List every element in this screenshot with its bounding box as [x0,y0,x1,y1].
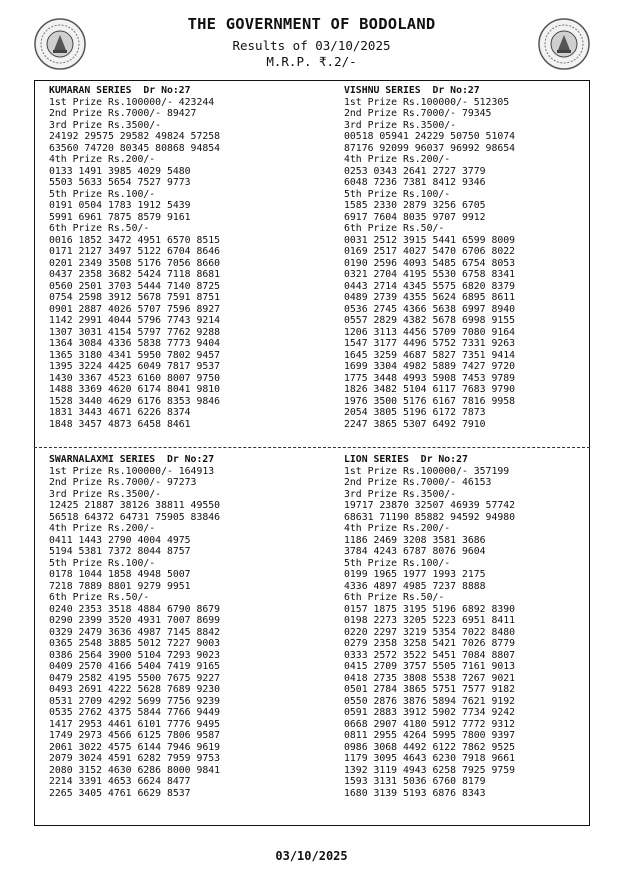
sixth-prize-row: 1488 3369 4620 6174 8041 9810 [49,384,221,395]
fourth-prize-row: 1186 2469 3208 3581 3686 [344,534,486,546]
sixth-prize-row: 1848 3457 4873 6458 8461 [49,418,191,430]
sixth-prize-row: 0321 2704 4195 5530 6758 8341 [344,269,516,280]
first-prize: 1st Prize Rs.100000/- 164913 [49,465,215,477]
sixth-prize-row: 0171 2127 3497 5122 6704 8646 [49,246,221,257]
series-title: SWARNALAXMI SERIES Dr No:27 [49,454,215,465]
sixth-prize-row: 1593 3131 5036 6760 8179 [344,776,486,787]
second-prize: 2nd Prize Rs.7000/- 46153 [344,477,492,488]
third-prize-row: 00518 05941 24229 50750 51074 [344,131,516,142]
sixth-prize-row: 1365 3180 4341 5950 7802 9457 [49,349,221,361]
page-title: THE GOVERNMENT OF BODOLAND [187,15,436,33]
series-title: LION SERIES Dr No:27 [344,454,468,465]
first-prize: 1st Prize Rs.100000/- 512305 [344,96,510,108]
fourth-prize-row: 6048 7236 7381 8412 9346 [344,177,486,188]
sixth-prize-row: 1142 2991 4044 5796 7743 9214 [49,315,221,326]
fifth-prize-row: 0199 1965 1977 1993 2175 [344,569,486,580]
third-prize-row: 63560 74720 80345 80868 94854 [49,142,221,154]
sixth-prize-row: 1645 3259 4687 5827 7351 9414 [344,349,516,361]
third-prize-label: 3rd Prize Rs.3500/- [49,488,162,500]
fifth-prize-row: 1585 2330 2879 3256 6705 [344,200,486,211]
sixth-prize-row: 0535 2762 4375 5844 7766 9449 [49,707,221,718]
government-emblem-icon [537,17,591,71]
fourth-prize-label: 4th Prize Rs.200/- [344,523,451,534]
fifth-prize-row: 0178 1044 1858 4948 5007 [49,569,191,580]
fifth-prize-label: 5th Prize Rs.100/- [344,557,451,569]
sixth-prize-row: 0901 2887 4026 5707 7596 8927 [49,303,221,315]
sixth-prize-row: 0531 2709 4292 5699 7756 9239 [49,695,221,707]
sixth-prize-row: 0169 2517 4027 5470 6706 8022 [344,246,516,257]
sixth-prize-row: 1430 3367 4523 6160 8007 9750 [49,372,221,384]
fifth-prize-row: 5991 6961 7875 8579 9161 [49,211,191,223]
second-prize: 2nd Prize Rs.7000/- 97273 [49,477,197,488]
fifth-prize-row: 6917 7604 8035 9707 9912 [344,211,486,223]
sixth-prize-row: 0418 2735 3808 5538 7267 9021 [344,672,516,684]
sixth-prize-row: 0386 2564 3900 5104 7293 9023 [49,649,221,661]
fourth-prize-row: 0253 0343 2641 2727 3779 [344,165,486,177]
sixth-prize-row: 1547 3177 4496 5752 7331 9263 [344,338,516,349]
series-block-lion [344,454,515,799]
section-divider [34,447,590,448]
series-block-swarnalaxmi [49,454,220,799]
third-prize-row: 56518 64372 64731 75905 83846 [49,511,221,523]
fourth-prize-row: 0133 1491 3985 4029 5480 [49,165,191,177]
sixth-prize-row: 1395 3224 4425 6049 7817 9537 [49,361,221,372]
third-prize-row: 19717 23870 32507 46939 57742 [344,500,516,511]
sixth-prize-row: 1699 3304 4982 5889 7427 9720 [344,361,516,372]
sixth-prize-row: 1831 3443 4671 6226 8374 [49,407,191,418]
sixth-prize-row: 0290 2399 3520 4931 7007 8699 [49,615,221,626]
sixth-prize-row: 0591 2883 3912 5902 7734 9242 [344,707,516,718]
third-prize-label: 3rd Prize Rs.3500/- [49,119,162,131]
second-prize: 2nd Prize Rs.7000/- 79345 [344,108,492,119]
sixth-prize-row: 1826 3482 5104 6117 7683 9790 [344,384,516,395]
sixth-prize-row: 0754 2598 3912 5678 7591 8751 [49,292,221,303]
third-prize-row: 24192 29575 29582 49824 57258 [49,131,221,142]
fourth-prize-label: 4th Prize Rs.200/- [49,154,156,165]
sixth-prize-row: 0365 2548 3885 5012 7227 9003 [49,638,221,649]
fourth-prize-row: 0411 1443 2790 4004 4975 [49,534,191,546]
mrp-price: M.R.P. ₹.2/- [266,54,357,69]
sixth-prize-row: 1392 3119 4943 6258 7925 9759 [344,764,516,776]
fourth-prize-row: 3784 4243 6787 8076 9604 [344,546,486,557]
sixth-prize-row: 0201 2349 3508 5176 7056 8660 [49,257,221,269]
sixth-prize-row: 0501 2784 3865 5751 7577 9182 [344,684,516,695]
sixth-prize-row: 1417 2953 4461 6101 7776 9495 [49,718,221,730]
sixth-prize-row: 0560 2501 3703 5444 7140 8725 [49,280,221,292]
series-title: KUMARAN SERIES Dr No:27 [49,85,191,96]
sixth-prize-row: 1364 3084 4336 5838 7773 9404 [49,338,221,349]
fifth-prize-row: 0191 0504 1783 1912 5439 [49,200,191,211]
sixth-prize-row: 1528 3440 4629 6176 8353 9846 [49,395,221,407]
fifth-prize-label: 5th Prize Rs.100/- [344,188,451,200]
sixth-prize-row: 0489 2739 4355 5624 6895 8611 [344,292,516,303]
fifth-prize-row: 4336 4897 4985 7237 8888 [344,580,486,592]
sixth-prize-row: 2079 3024 4591 6282 7959 9753 [49,753,221,764]
sixth-prize-row: 0190 2596 4093 5485 6754 8053 [344,257,516,269]
footer-date: 03/10/2025 [275,849,348,863]
sixth-prize-row: 0198 2273 3205 5223 6951 8411 [344,615,516,626]
series-block-vishnu [344,85,515,430]
sixth-prize-row: 0240 2353 3518 4884 6790 8679 [49,603,221,615]
sixth-prize-row: 1680 3139 5193 6876 8343 [344,787,486,799]
results-date: Results of 03/10/2025 [232,38,391,53]
sixth-prize-row: 1749 2973 4566 6125 7806 9587 [49,730,221,741]
sixth-prize-row: 2061 3022 4575 6144 7946 9619 [49,741,221,753]
sixth-prize-row: 0333 2572 3522 5451 7084 8807 [344,649,516,661]
sixth-prize-label: 6th Prize Rs.50/- [344,592,445,603]
sixth-prize-label: 6th Prize Rs.50/- [49,592,150,603]
sixth-prize-row: 0409 2570 4166 5404 7419 9165 [49,661,221,672]
first-prize: 1st Prize Rs.100000/- 423244 [49,96,215,108]
sixth-prize-row: 0493 2691 4222 5628 7689 9230 [49,684,221,695]
sixth-prize-row: 1206 3113 4456 5709 7080 9164 [344,326,516,338]
sixth-prize-row: 1179 3095 4643 6230 7918 9661 [344,753,516,764]
sixth-prize-row: 0668 2907 4180 5912 7772 9312 [344,718,516,730]
sixth-prize-row: 0329 2479 3636 4987 7145 8842 [49,626,221,638]
series-block-kumaran [49,85,220,430]
sixth-prize-row: 0550 2876 3876 5894 7621 9192 [344,695,516,707]
fourth-prize-label: 4th Prize Rs.200/- [49,523,156,534]
fourth-prize-label: 4th Prize Rs.200/- [344,154,451,165]
sixth-prize-row: 0479 2582 4195 5500 7675 9227 [49,672,221,684]
first-prize: 1st Prize Rs.100000/- 357199 [344,465,510,477]
sixth-prize-row: 2080 3152 4630 6286 8000 9841 [49,764,221,776]
sixth-prize-row: 2265 3405 4761 6629 8537 [49,787,191,799]
third-prize-row: 12425 21887 38126 38811 49550 [49,500,221,511]
sixth-prize-row: 1976 3500 5176 6167 7816 9958 [344,395,516,407]
sixth-prize-label: 6th Prize Rs.50/- [49,223,150,234]
sixth-prize-row: 0557 2829 4382 5678 6998 9155 [344,315,516,326]
sixth-prize-row: 2214 3391 4653 6624 8477 [49,776,191,787]
sixth-prize-row: 0279 2358 3258 5421 7026 8779 [344,638,516,649]
third-prize-label: 3rd Prize Rs.3500/- [344,488,457,500]
sixth-prize-row: 1775 3448 4993 5908 7453 9789 [344,372,516,384]
sixth-prize-label: 6th Prize Rs.50/- [344,223,445,234]
fifth-prize-label: 5th Prize Rs.100/- [49,557,156,569]
third-prize-row: 68631 71190 85882 94592 94980 [344,511,516,523]
sixth-prize-row: 0157 1875 3195 5196 6892 8390 [344,603,516,615]
series-title: VISHNU SERIES Dr No:27 [344,85,480,96]
document-header [0,0,623,80]
sixth-prize-row: 2054 3805 5196 6172 7873 [344,407,486,418]
sixth-prize-row: 0536 2745 4366 5638 6997 8940 [344,303,516,315]
fourth-prize-row: 5503 5633 5654 7527 9773 [49,177,191,188]
third-prize-row: 87176 92099 96037 96992 98654 [344,142,516,154]
sixth-prize-row: 0811 2955 4264 5995 7800 9397 [344,730,516,741]
sixth-prize-row: 0443 2714 4345 5575 6820 8379 [344,280,516,292]
fourth-prize-row: 5194 5381 7372 8044 8757 [49,546,191,557]
sixth-prize-row: 0437 2358 3682 5424 7118 8681 [49,269,221,280]
sixth-prize-row: 0016 1852 3472 4951 6570 8515 [49,234,221,246]
sixth-prize-row: 0220 2297 3219 5354 7022 8480 [344,626,516,638]
sixth-prize-row: 2247 3865 5307 6492 7910 [344,418,486,430]
sixth-prize-row: 1307 3031 4154 5797 7762 9288 [49,326,221,338]
fifth-prize-label: 5th Prize Rs.100/- [49,188,156,200]
sixth-prize-row: 0031 2512 3915 5441 6599 8009 [344,234,516,246]
sixth-prize-row: 0415 2709 3757 5505 7161 9013 [344,661,516,672]
second-prize: 2nd Prize Rs.7000/- 89427 [49,108,197,119]
fifth-prize-row: 7218 7889 8801 9279 9951 [49,580,191,592]
sixth-prize-row: 0986 3068 4492 6122 7862 9525 [344,741,516,753]
third-prize-label: 3rd Prize Rs.3500/- [344,119,457,131]
